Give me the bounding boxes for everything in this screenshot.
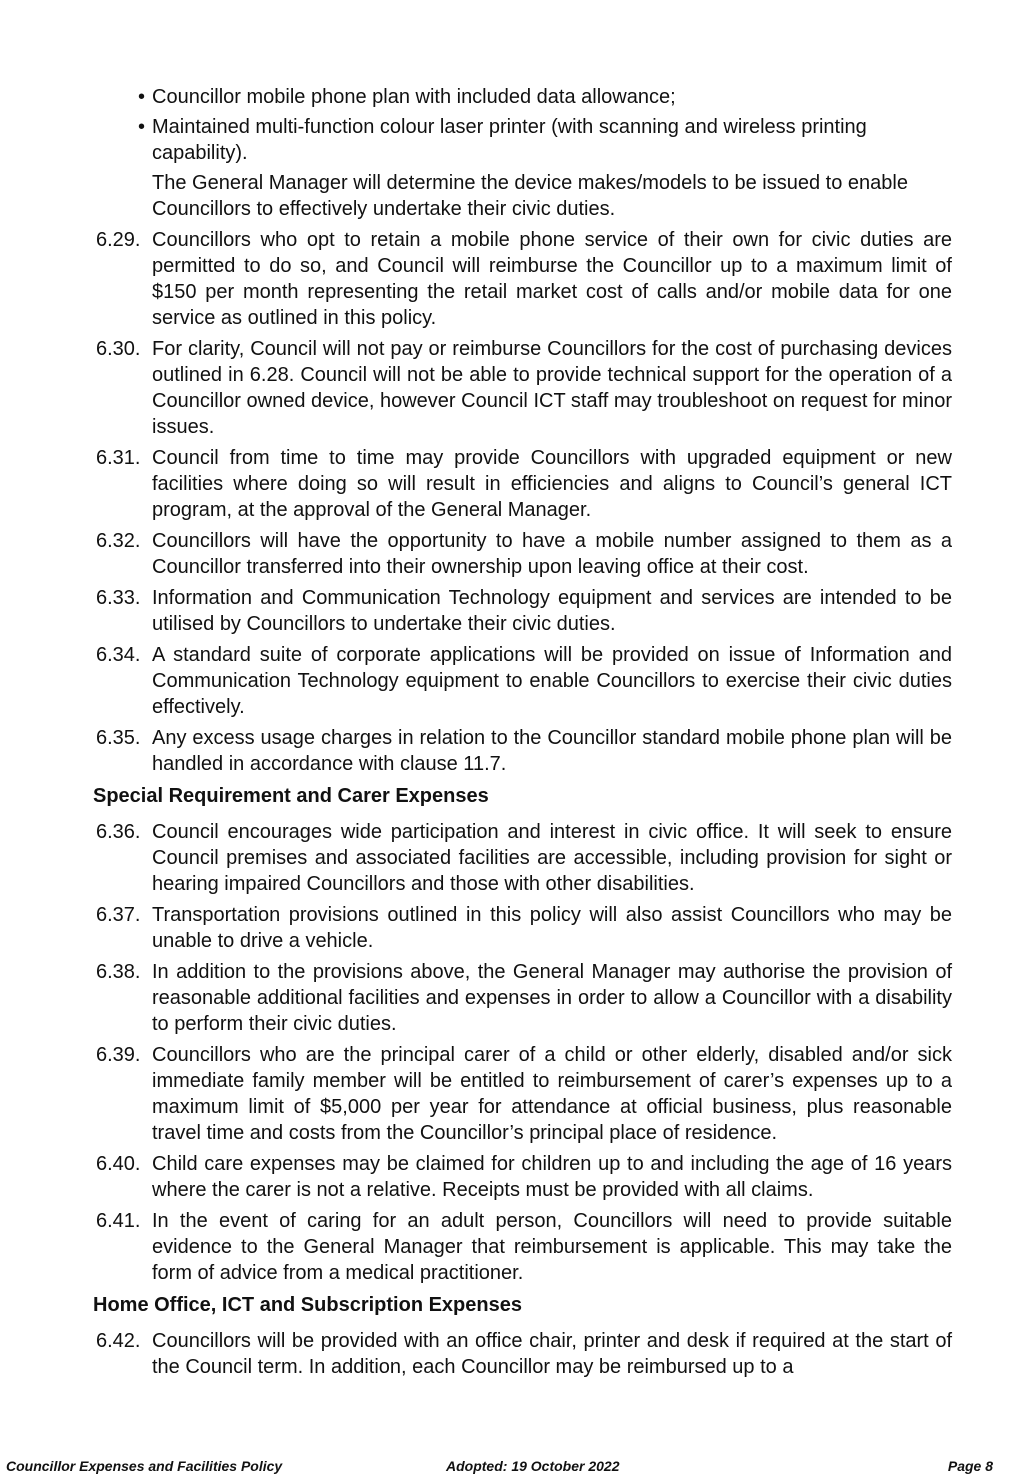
clause [96, 819, 952, 897]
clause-number: 6.31. [96, 447, 141, 469]
clause [96, 528, 952, 580]
clause-number: 6.40. [96, 1153, 141, 1175]
clause [96, 1151, 952, 1203]
bullet-icon: • [138, 86, 146, 108]
clause-number: 6.41. [96, 1210, 141, 1232]
clause [96, 585, 952, 637]
clause-text: Councillors who opt to retain a mobile phone service of their own for civic duties are permitted to do so, and Council will reimburse the Councillor up to a maximum limit of $150 per month representing the retail market cost of calls and/or mobile data for one service as outlined in this policy. [152, 229, 952, 329]
clause-list-ict [0, 227, 1027, 777]
list-item [138, 84, 912, 110]
clause [96, 1328, 952, 1380]
clause-number: 6.34. [96, 644, 141, 666]
bullet-text: Maintained multi-function colour laser printer (with scanning and wireless printing capability). [152, 116, 867, 164]
clause-text: A standard suite of corporate applications will be provided on issue of Information and Communication Technology equipment to enable Councillors to exercise their civic duties effectively. [152, 644, 952, 718]
clause-text: Child care expenses may be claimed for children up to and including the age of 16 years where the carer is not a relative. Receipts must be provided with all claims. [152, 1153, 952, 1201]
intro-paragraph: The General Manager will determine the device makes/models to be issued to enable Councillors to effectively undertake their civic duties. [152, 172, 908, 220]
section-heading-special-requirement: Special Requirement and Carer Expenses [93, 785, 489, 807]
clause-text: In the event of caring for an adult person, Councillors will need to provide suitable evidence to the General Manager that reimbursement is applicable. This may take the form of advice from a medical practitioner. [152, 1210, 952, 1284]
footer-adopted-date: Adopted: 19 October 2022 [446, 1458, 620, 1474]
clause-number: 6.39. [96, 1044, 141, 1066]
clause-list-home-office [0, 1328, 1027, 1380]
bullet-list [0, 84, 1027, 166]
page-footer [0, 1458, 1027, 1480]
clause [96, 959, 952, 1037]
clause-text: Transportation provisions outlined in this policy will also assist Councillors who may be unable to drive a vehicle. [152, 904, 952, 952]
clause [96, 336, 952, 440]
clause [96, 1042, 952, 1146]
clause [96, 1208, 952, 1286]
footer-page-number: Page 8 [947, 1458, 993, 1474]
page-content [0, 84, 1027, 1385]
list-item [138, 114, 912, 166]
clause-text: Council from time to time may provide Councillors with upgraded equipment or new facilities where doing so will result in efficiencies and aligns to Council’s general ICT program, at the approval of the General Manager. [152, 447, 952, 521]
clause-number: 6.42. [96, 1330, 141, 1352]
clause-number: 6.35. [96, 727, 141, 749]
clause-number: 6.37. [96, 904, 141, 926]
clause-text: Councillors who are the principal carer of a child or other elderly, disabled and/or sick immediate family member will be entitled to reimbursement of carer’s expenses up to a maximum limit of $5,000 per year for attendance at official business, plus reasonable travel time and costs from the Councillor’s principal place of residence. [152, 1044, 952, 1144]
footer-document-title: Councillor Expenses and Facilities Policy [6, 1458, 283, 1474]
clause-number: 6.38. [96, 961, 141, 983]
clause-number: 6.29. [96, 229, 141, 251]
clause-number: 6.36. [96, 821, 141, 843]
bullet-text: Councillor mobile phone plan with included data allowance; [152, 86, 676, 108]
clause-text: Councillors will have the opportunity to have a mobile number assigned to them as a Councillor transferred into their ownership upon leaving office at their cost. [152, 530, 952, 578]
clause-text: Councillors will be provided with an office chair, printer and desk if required at the start of the Council term. In addition, each Councillor may be reimbursed up to a [152, 1330, 952, 1378]
clause-number: 6.30. [96, 338, 141, 360]
clause [96, 227, 952, 331]
clause-list-carer [0, 819, 1027, 1286]
clause-text: Any excess usage charges in relation to the Councillor standard mobile phone plan will be handled in accordance with clause 11.7. [152, 727, 952, 775]
bullet-icon: • [138, 116, 146, 138]
section-heading-home-office: Home Office, ICT and Subscription Expenses [93, 1294, 522, 1316]
clause-text: For clarity, Council will not pay or reimburse Councillors for the cost of purchasing devices outlined in 6.28. Council will not be able to provide technical support for the operation of a Councillor owned device, however Council ICT staff may troubleshoot on request for minor issues. [152, 338, 952, 438]
clause-number: 6.32. [96, 530, 141, 552]
clause-text: Information and Communication Technology equipment and services are intended to be utilised by Councillors to undertake their civic duties. [152, 587, 952, 635]
clause [96, 445, 952, 523]
clause [96, 725, 952, 777]
clause-number: 6.33. [96, 587, 141, 609]
clause-text: Council encourages wide participation and interest in civic office. It will seek to ensure Council premises and associated facilities are accessible, including provision for sight or hearing impaired Councillors and those with other disabilities. [152, 821, 952, 895]
clause [96, 902, 952, 954]
clause [96, 642, 952, 720]
clause-text: In addition to the provisions above, the General Manager may authorise the provision of reasonable additional facilities and expenses in order to allow a Councillor with a disability to perform their civic duties. [152, 961, 952, 1035]
